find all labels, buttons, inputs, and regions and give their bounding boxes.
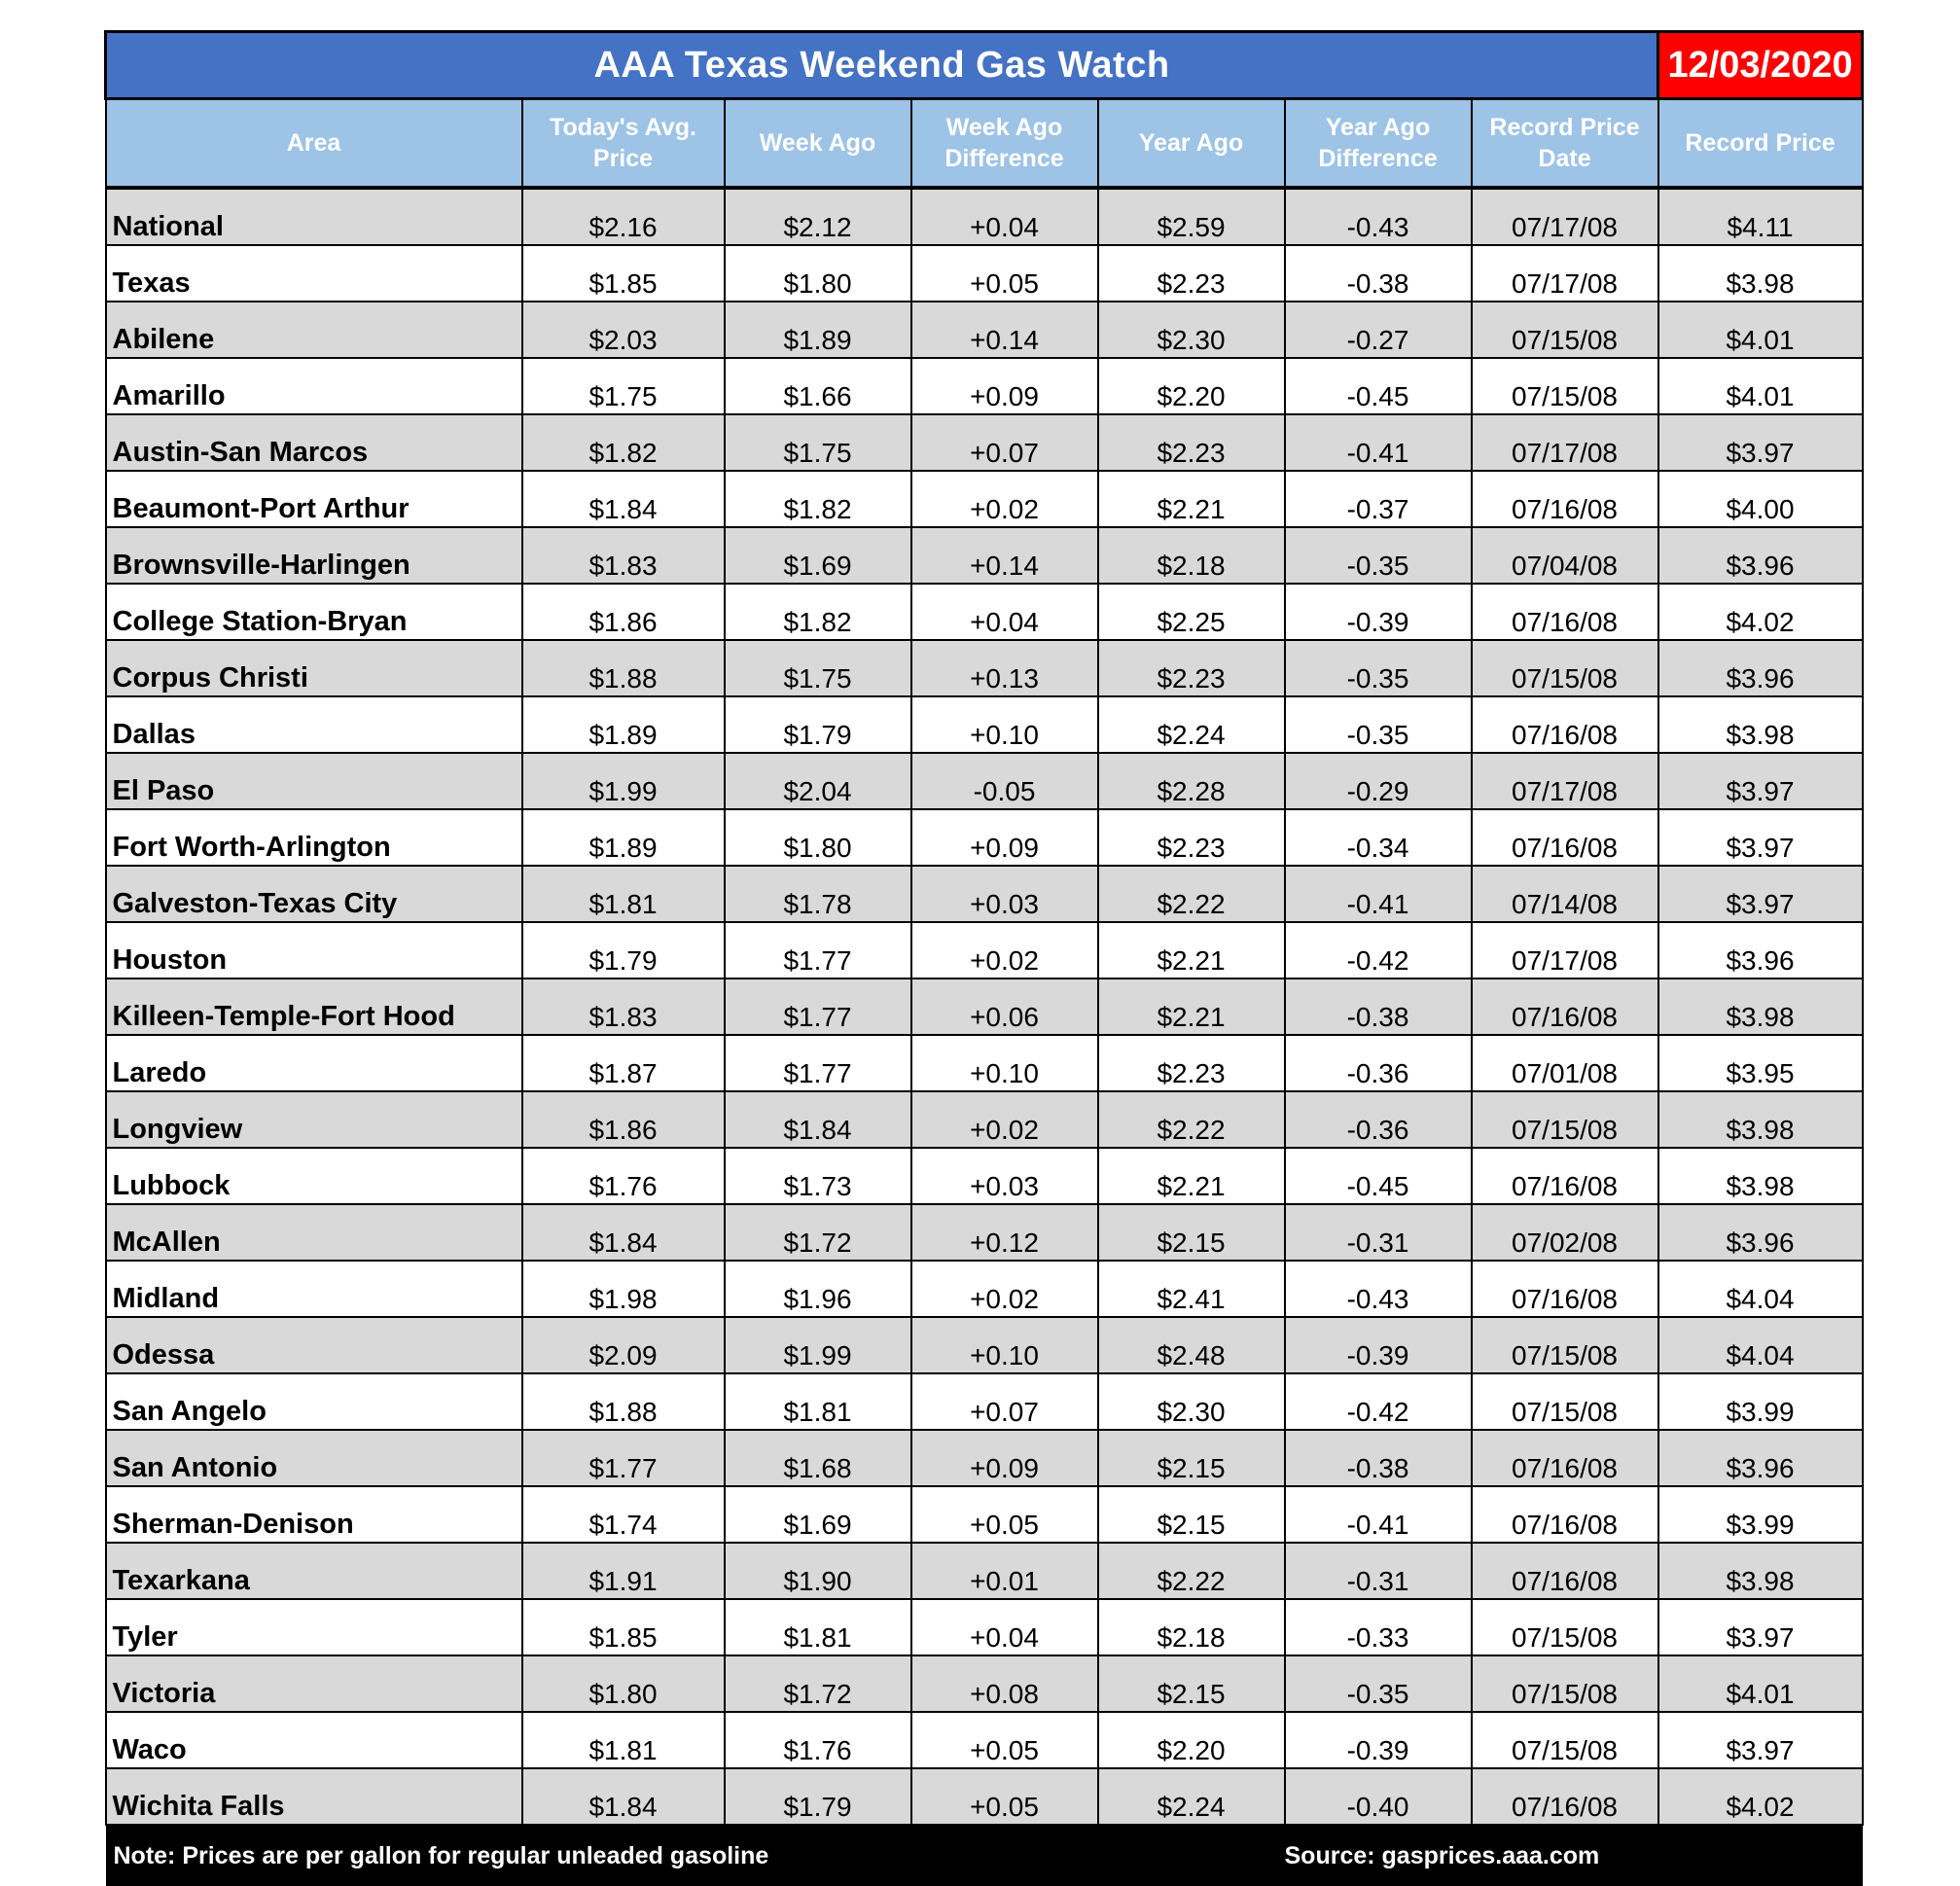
column-header: Year Ago Difference [1285,99,1472,189]
table-cell: $1.89 [522,809,725,866]
table-cell: $3.99 [1658,1373,1863,1430]
table-row [106,922,1863,979]
table-cell: $1.99 [725,1317,911,1373]
footer-note: Note: Prices are per gallon for regular unleaded gasoline [106,1825,1285,1886]
table-cell: +0.12 [911,1204,1098,1261]
table-cell: $2.21 [1098,979,1285,1035]
footer-source: Source: gasprices.aaa.com [1285,1825,1863,1886]
table-cell: $2.30 [1098,1373,1285,1430]
table-cell: $3.96 [1658,527,1863,584]
table-cell: $3.98 [1658,979,1863,1035]
table-cell: -0.42 [1285,922,1472,979]
table-cell: +0.02 [911,1261,1098,1317]
table-cell: 07/17/08 [1472,414,1658,471]
table-cell: $1.68 [725,1430,911,1486]
table-cell: $1.96 [725,1261,911,1317]
column-header: Area [106,99,522,189]
table-row [106,188,1863,245]
table-cell: $1.73 [725,1148,911,1204]
table-cell: $4.01 [1658,1655,1863,1712]
table-cell: $4.04 [1658,1317,1863,1373]
table-cell: $1.86 [522,584,725,640]
table-cell: $3.99 [1658,1486,1863,1543]
table-cell: -0.05 [911,753,1098,809]
table-cell: $2.15 [1098,1430,1285,1486]
table-cell: -0.38 [1285,245,1472,302]
table-cell: +0.05 [911,245,1098,302]
table-cell: -0.37 [1285,471,1472,527]
table-cell: $3.95 [1658,1035,1863,1091]
table-cell: +0.07 [911,1373,1098,1430]
table-cell: -0.38 [1285,979,1472,1035]
table-row [106,1768,1863,1825]
table-cell: $1.87 [522,1035,725,1091]
table-cell: $1.77 [725,979,911,1035]
table-cell: $3.97 [1658,1712,1863,1768]
table-cell: $1.79 [725,696,911,753]
table-cell: $3.97 [1658,1599,1863,1655]
report-date: 12/03/2020 [1658,32,1863,99]
table-cell: 07/15/08 [1472,358,1658,414]
table-cell: $4.02 [1658,584,1863,640]
table-cell: -0.34 [1285,809,1472,866]
table-cell: $3.98 [1658,1148,1863,1204]
table-cell: $4.04 [1658,1261,1863,1317]
table-cell: $2.30 [1098,302,1285,358]
table-cell: +0.08 [911,1655,1098,1712]
area-cell: Odessa [106,1317,522,1373]
table-cell: $1.66 [725,358,911,414]
table-cell: -0.35 [1285,1655,1472,1712]
table-cell: $2.04 [725,753,911,809]
table-cell: +0.04 [911,584,1098,640]
table-cell: -0.27 [1285,302,1472,358]
area-cell: San Antonio [106,1430,522,1486]
table-cell: $3.96 [1658,640,1863,696]
table-cell: $1.80 [725,809,911,866]
table-cell: $4.02 [1658,1768,1863,1825]
table-cell: $1.81 [522,866,725,922]
table-cell: $3.96 [1658,1430,1863,1486]
table-cell: +0.02 [911,471,1098,527]
table-row [106,1599,1863,1655]
area-cell: College Station-Bryan [106,584,522,640]
table-cell: $2.20 [1098,358,1285,414]
table-cell: $1.81 [725,1373,911,1430]
table-cell: +0.09 [911,1430,1098,1486]
area-cell: Abilene [106,302,522,358]
table-row [106,1543,1863,1599]
table-cell: $2.23 [1098,414,1285,471]
table-row [106,1317,1863,1373]
table-cell: +0.09 [911,358,1098,414]
table-cell: 07/16/08 [1472,1768,1658,1825]
table-cell: $1.89 [725,302,911,358]
table-cell: 07/17/08 [1472,245,1658,302]
table-cell: $1.76 [522,1148,725,1204]
table-cell: -0.38 [1285,1430,1472,1486]
table-cell: 07/16/08 [1472,696,1658,753]
table-cell: $3.98 [1658,696,1863,753]
table-cell: +0.05 [911,1712,1098,1768]
table-cell: -0.43 [1285,188,1472,245]
table-cell: 07/16/08 [1472,1486,1658,1543]
table-row [106,1373,1863,1430]
table-cell: 07/14/08 [1472,866,1658,922]
gas-watch-sheet [104,30,1861,1886]
table-cell: $2.09 [522,1317,725,1373]
table-cell: 07/17/08 [1472,922,1658,979]
table-cell: $2.12 [725,188,911,245]
area-cell: Wichita Falls [106,1768,522,1825]
table-cell: $1.72 [725,1655,911,1712]
table-cell: $2.41 [1098,1261,1285,1317]
table-cell: -0.40 [1285,1768,1472,1825]
table-row [106,1035,1863,1091]
table-cell: $2.48 [1098,1317,1285,1373]
area-cell: Texarkana [106,1543,522,1599]
column-header: Record Price Date [1472,99,1658,189]
area-cell: Austin-San Marcos [106,414,522,471]
table-cell: $2.15 [1098,1204,1285,1261]
table-row [106,1091,1863,1148]
table-cell: $1.77 [725,922,911,979]
table-cell: $1.82 [725,471,911,527]
table-cell: +0.13 [911,640,1098,696]
table-cell: $1.90 [725,1543,911,1599]
area-cell: Corpus Christi [106,640,522,696]
table-cell: $1.88 [522,640,725,696]
table-cell: $1.75 [725,414,911,471]
table-cell: $1.84 [522,1768,725,1825]
table-cell: $1.76 [725,1712,911,1768]
table-cell: $4.01 [1658,302,1863,358]
table-cell: $4.01 [1658,358,1863,414]
table-cell: -0.39 [1285,1317,1472,1373]
column-header: Today's Avg. Price [522,99,725,189]
table-cell: +0.09 [911,809,1098,866]
table-cell: +0.10 [911,696,1098,753]
table-cell: $1.91 [522,1543,725,1599]
table-cell: -0.29 [1285,753,1472,809]
table-cell: $2.15 [1098,1486,1285,1543]
table-cell: $2.18 [1098,527,1285,584]
table-cell: $4.11 [1658,188,1863,245]
table-cell: 07/16/08 [1472,809,1658,866]
table-cell: 07/17/08 [1472,188,1658,245]
table-row [106,809,1863,866]
table-cell: 07/16/08 [1472,1148,1658,1204]
area-cell: National [106,188,522,245]
table-cell: $2.03 [522,302,725,358]
table-cell: -0.41 [1285,1486,1472,1543]
area-cell: Victoria [106,1655,522,1712]
table-cell: -0.41 [1285,414,1472,471]
area-cell: El Paso [106,753,522,809]
table-row [106,640,1863,696]
table-cell: $2.15 [1098,1655,1285,1712]
table-cell: -0.31 [1285,1204,1472,1261]
table-cell: +0.05 [911,1486,1098,1543]
table-cell: $3.96 [1658,1204,1863,1261]
table-cell: $1.74 [522,1486,725,1543]
table-cell: -0.45 [1285,358,1472,414]
area-cell: Beaumont-Port Arthur [106,471,522,527]
area-cell: Galveston-Texas City [106,866,522,922]
table-cell: $1.80 [725,245,911,302]
column-header: Year Ago [1098,99,1285,189]
table-row [106,245,1863,302]
table-cell: $3.98 [1658,245,1863,302]
table-cell: +0.14 [911,302,1098,358]
table-cell: $3.97 [1658,753,1863,809]
table-cell: $2.24 [1098,1768,1285,1825]
area-cell: Brownsville-Harlingen [106,527,522,584]
table-cell: $1.79 [725,1768,911,1825]
table-cell: +0.06 [911,979,1098,1035]
table-cell: $2.22 [1098,866,1285,922]
table-cell: -0.33 [1285,1599,1472,1655]
table-cell: 07/15/08 [1472,640,1658,696]
table-cell: +0.14 [911,527,1098,584]
table-row [106,414,1863,471]
area-cell: Houston [106,922,522,979]
table-cell: 07/16/08 [1472,1430,1658,1486]
table-cell: $2.20 [1098,1712,1285,1768]
table-cell: +0.04 [911,1599,1098,1655]
table-cell: $3.98 [1658,1091,1863,1148]
table-cell: +0.02 [911,922,1098,979]
table-cell: 07/15/08 [1472,1712,1658,1768]
footer-row [106,1825,1863,1886]
table-cell: $2.24 [1098,696,1285,753]
area-cell: Texas [106,245,522,302]
table-row [106,1655,1863,1712]
column-header: Week Ago [725,99,911,189]
table-cell: $3.98 [1658,1543,1863,1599]
table-cell: $2.18 [1098,1599,1285,1655]
table-cell: 07/15/08 [1472,1373,1658,1430]
table-cell: $1.75 [725,640,911,696]
table-row [106,1486,1863,1543]
table-row [106,753,1863,809]
area-cell: McAllen [106,1204,522,1261]
table-cell: $1.77 [522,1430,725,1486]
table-row [106,866,1863,922]
table-cell: $1.84 [522,471,725,527]
table-cell: 07/15/08 [1472,302,1658,358]
table-cell: $1.78 [725,866,911,922]
table-cell: $1.81 [725,1599,911,1655]
table-cell: $2.23 [1098,640,1285,696]
column-header: Record Price [1658,99,1863,189]
table-cell: +0.05 [911,1768,1098,1825]
table-cell: -0.39 [1285,584,1472,640]
table-cell: $3.97 [1658,414,1863,471]
table-cell: $1.99 [522,753,725,809]
table-row [106,979,1863,1035]
table-cell: $1.83 [522,527,725,584]
table-cell: +0.01 [911,1543,1098,1599]
table-cell: $1.72 [725,1204,911,1261]
table-cell: $1.77 [725,1035,911,1091]
table-cell: $2.23 [1098,245,1285,302]
table-cell: +0.03 [911,866,1098,922]
table-cell: +0.10 [911,1035,1098,1091]
table-cell: -0.35 [1285,640,1472,696]
table-cell: -0.36 [1285,1091,1472,1148]
table-cell: $2.28 [1098,753,1285,809]
area-cell: Midland [106,1261,522,1317]
table-cell: $2.22 [1098,1091,1285,1148]
table-cell: 07/02/08 [1472,1204,1658,1261]
table-cell: -0.45 [1285,1148,1472,1204]
table-cell: -0.31 [1285,1543,1472,1599]
area-cell: Fort Worth-Arlington [106,809,522,866]
area-cell: Amarillo [106,358,522,414]
table-row [106,584,1863,640]
table-row [106,527,1863,584]
table-cell: +0.03 [911,1148,1098,1204]
table-cell: $2.23 [1098,809,1285,866]
table-cell: 07/16/08 [1472,1261,1658,1317]
table-cell: +0.02 [911,1091,1098,1148]
column-header: Week Ago Difference [911,99,1098,189]
table-cell: 07/15/08 [1472,1599,1658,1655]
table-cell: 07/16/08 [1472,979,1658,1035]
table-cell: $1.85 [522,245,725,302]
table-row [106,696,1863,753]
table-row [106,358,1863,414]
table-cell: $1.86 [522,1091,725,1148]
table-cell: $2.23 [1098,1035,1285,1091]
table-cell: 07/16/08 [1472,1543,1658,1599]
table-row [106,302,1863,358]
table-cell: $1.83 [522,979,725,1035]
area-cell: Dallas [106,696,522,753]
table-cell: $2.22 [1098,1543,1285,1599]
table-cell: -0.43 [1285,1261,1472,1317]
table-cell: 07/16/08 [1472,584,1658,640]
table-cell: $2.25 [1098,584,1285,640]
table-cell: -0.35 [1285,696,1472,753]
table-cell: -0.39 [1285,1712,1472,1768]
table-cell: $3.97 [1658,866,1863,922]
area-cell: Longview [106,1091,522,1148]
table-cell: $3.96 [1658,922,1863,979]
table-cell: -0.35 [1285,527,1472,584]
area-cell: Killeen-Temple-Fort Hood [106,979,522,1035]
table-row [106,1204,1863,1261]
table-cell: $1.84 [725,1091,911,1148]
area-cell: Waco [106,1712,522,1768]
table-row [106,1430,1863,1486]
area-cell: San Angelo [106,1373,522,1430]
table-cell: $1.89 [522,696,725,753]
area-cell: Lubbock [106,1148,522,1204]
table-cell: $1.98 [522,1261,725,1317]
table-row [106,471,1863,527]
table-cell: $1.88 [522,1373,725,1430]
table-cell: $1.82 [522,414,725,471]
table-cell: $2.21 [1098,922,1285,979]
table-cell: -0.36 [1285,1035,1472,1091]
table-cell: 07/15/08 [1472,1091,1658,1148]
table-cell: $1.81 [522,1712,725,1768]
column-header-row [106,99,1863,189]
table-cell: $1.69 [725,1486,911,1543]
table-row [106,1712,1863,1768]
table-cell: +0.04 [911,188,1098,245]
table-cell: 07/15/08 [1472,1655,1658,1712]
table-cell: $1.84 [522,1204,725,1261]
table-cell: $1.69 [725,527,911,584]
table-cell: 07/17/08 [1472,753,1658,809]
table-cell: $3.97 [1658,809,1863,866]
table-cell: $1.85 [522,1599,725,1655]
table-title: AAA Texas Weekend Gas Watch [106,32,1658,99]
table-cell: $2.59 [1098,188,1285,245]
table-cell: $2.21 [1098,1148,1285,1204]
table-cell: $1.82 [725,584,911,640]
table-cell: +0.10 [911,1317,1098,1373]
gas-price-table [104,30,1864,1886]
table-cell: 07/15/08 [1472,1317,1658,1373]
table-cell: +0.07 [911,414,1098,471]
area-cell: Laredo [106,1035,522,1091]
table-row [106,1261,1863,1317]
table-cell: -0.41 [1285,866,1472,922]
table-cell: 07/16/08 [1472,471,1658,527]
table-cell: $4.00 [1658,471,1863,527]
table-cell: $1.80 [522,1655,725,1712]
table-cell: $2.21 [1098,471,1285,527]
table-row [106,1148,1863,1204]
table-cell: 07/04/08 [1472,527,1658,584]
title-row [106,32,1863,99]
area-cell: Sherman-Denison [106,1486,522,1543]
area-cell: Tyler [106,1599,522,1655]
table-cell: -0.42 [1285,1373,1472,1430]
table-cell: $2.16 [522,188,725,245]
table-cell: $1.75 [522,358,725,414]
table-cell: 07/01/08 [1472,1035,1658,1091]
table-cell: $1.79 [522,922,725,979]
